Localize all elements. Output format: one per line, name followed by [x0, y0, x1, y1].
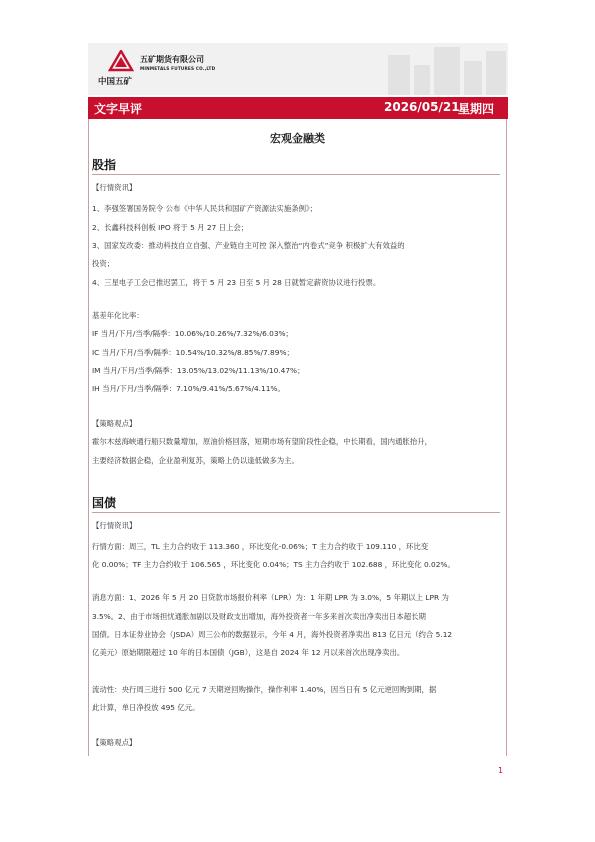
news-tag: 【行情资讯】: [92, 183, 137, 192]
news-line: 3、国家发改委：推动科技自立自强、产业链自主可控 深入整治“内卷式”竞争 积极扩大有效益的: [92, 241, 405, 250]
section-heading-bonds: 国债: [92, 496, 117, 510]
section-divider: [92, 174, 500, 175]
strategy-line: 霍尔木兹海峡通行船只数量增加，原油价格回落，短期市场有望阶段性企稳，中长期看，国内通胀抬升，: [92, 437, 432, 446]
basis-line-ic: IC 当月/下月/当季/隔季：10.54%/10.32%/8.85%/7.89%；: [92, 348, 294, 357]
strategy-line: 主要经济数据企稳，企业盈利复苏，策略上仍以逢低做多为主。: [92, 456, 299, 465]
liquidity-line: 流动性：央行周三进行 500 亿元 7 天期逆回购操作，操作利率 1.40%，因当日有 5 亿元逆回购到期，据: [92, 685, 437, 694]
news-line: 消息方面：1、2026 年 5 月 20 日贷款市场报价利率（LPR）为：1 年期 LPR 为 3.0%，5 年期以上 LPR 为: [92, 593, 449, 602]
news-line: 3.5%。2、由于市场担忧通胀加剧以及财政支出增加，海外投资者一年多来首次卖出净卖出日本超长期: [92, 612, 426, 621]
logo-text: 中国五矿: [98, 77, 133, 87]
section-heading-stock-index: 股指: [92, 158, 117, 172]
news-line: 1、李强签署国务院令 公布《中华人民共和国矿产资源法实施条例》；: [92, 204, 318, 213]
company-name-en: MINMETALS FUTURES CO.,LTD: [140, 66, 216, 71]
basis-line-ih: IH 当月/下月/当季/隔季：7.10%/9.41%/5.67%/4.11%。: [92, 384, 285, 393]
strategy-tag: 【策略观点】: [92, 738, 137, 747]
company-logo: [94, 46, 274, 92]
news-tag: 【行情资讯】: [92, 521, 137, 530]
basis-line-im: IM 当月/下月/当季/隔季：13.05%/13.02%/11.13%/10.47%；: [92, 366, 305, 375]
banner-title: 文字早评: [94, 102, 143, 116]
page-number: 1: [498, 766, 504, 775]
main-title: 宏观金融类: [270, 132, 325, 145]
basis-title: 基差年化比率：: [92, 311, 144, 320]
news-line: 国债。日本证券业协会（JSDA）周三公布的数据显示，今年 4 月，海外投资者净卖出 813 亿日元（约合 5.12: [92, 630, 453, 639]
liquidity-line: 此计算，单日净投放 495 亿元。: [92, 703, 200, 712]
banner-date: 2026/05/21: [384, 100, 460, 114]
section-divider: [92, 512, 500, 513]
news-line: 4、三星电子工会已推迟罢工，将于 5 月 23 日至 5 月 28 日就暂定薪资协议进行投票。: [92, 278, 381, 287]
company-name-cn: 五矿期货有限公司: [140, 55, 204, 64]
minmetals-logo-icon: [108, 50, 134, 72]
news-line: 2、长鑫科技科创板 IPO 将于 5 月 27 日上会；: [92, 223, 249, 232]
report-banner: [88, 97, 508, 119]
banner-weekday: 星期四: [458, 102, 495, 116]
basis-line-if: IF 当月/下月/当季/隔季：10.06%/10.26%/7.32%/6.03%；: [92, 329, 293, 338]
strategy-tag: 【策略观点】: [92, 419, 137, 428]
market-line: 行情方面：周三，TL 主力合约收于 113.360 ，环比变化-0.06%；T 主力合约收于 109.110 ，环比变: [92, 542, 429, 551]
news-line: 投资；: [92, 259, 115, 268]
news-line: 亿美元）原始期限超过 10 年的日本国债（JGB），这是自 2024 年 12 月以来首次出现净卖出。: [92, 648, 405, 657]
market-line: 化 0.00%；TF 主力合约收于 106.565 ，环比变化 0.04%；TS 主力合约收于 102.688 ，环比变化 0.02%。: [92, 560, 455, 569]
